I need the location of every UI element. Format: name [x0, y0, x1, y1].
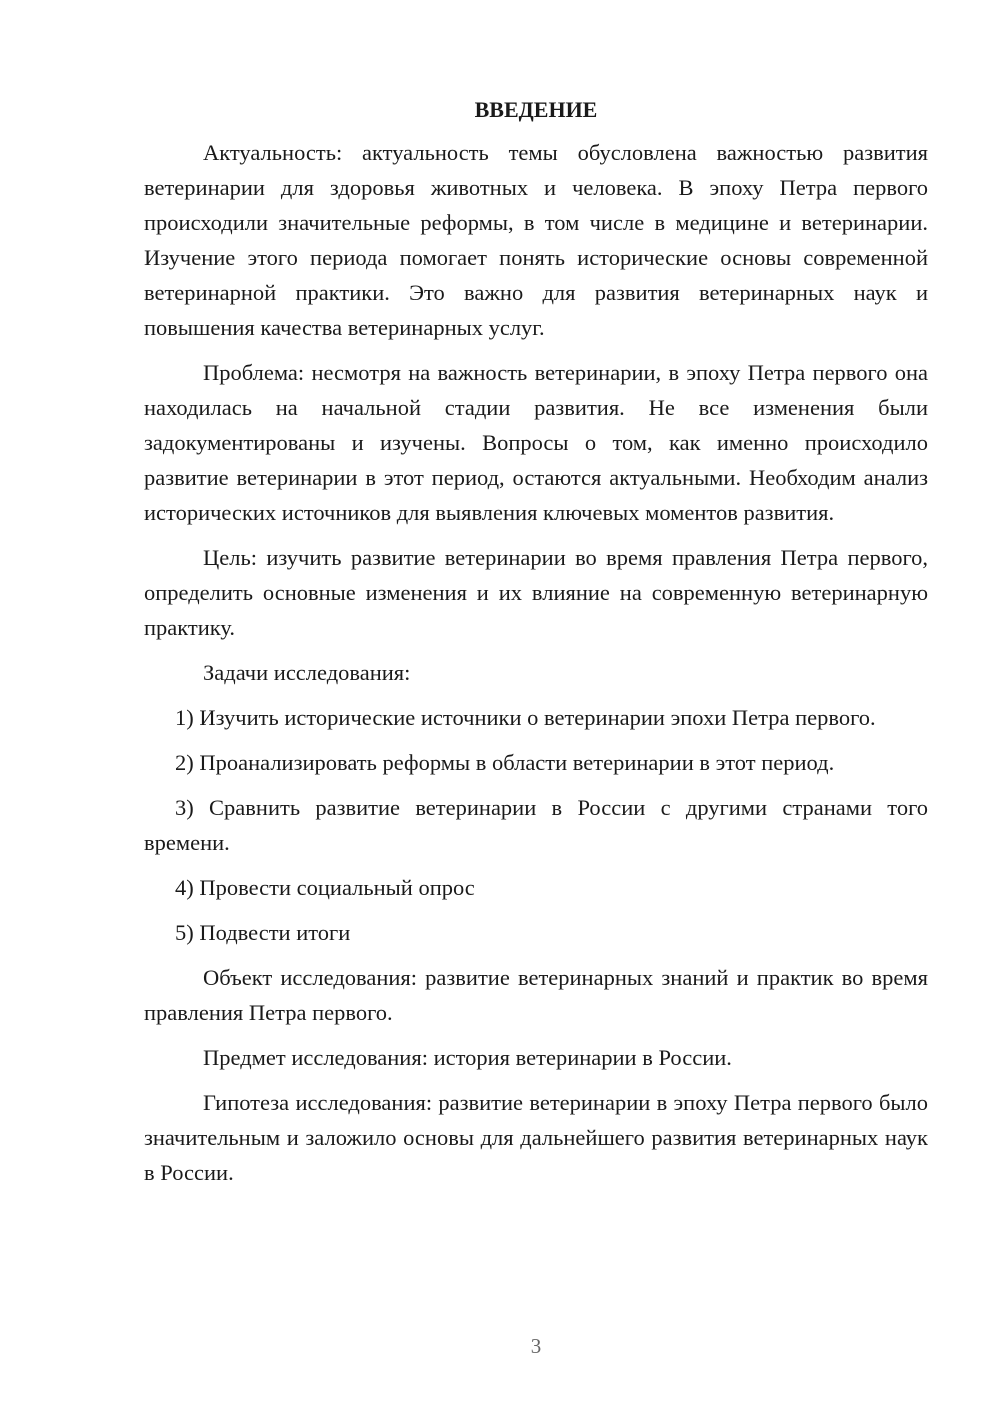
paragraph-subject: Предмет исследования: история ветеринарии в России. — [203, 1045, 732, 1070]
task-item-4: 4) Провести социальный опрос — [175, 875, 475, 900]
task-item-5: 5) Подвести итоги — [175, 920, 351, 945]
task-item-1: 1) Изучить исторические источники о ветеринарии эпохи Петра первого. — [175, 705, 876, 730]
section-heading: ВВЕДЕНИЕ — [474, 97, 598, 122]
paragraph-object: Объект исследования: развитие ветеринарных знаний и практик во время правления Петра первого. — [144, 965, 928, 1025]
paragraph-relevance: Актуальность: актуальность темы обусловлена важностью развития ветеринарии для здоровья животных и человека. В эпоху Петра первого происходили значительные реформы, в том числе в медицине и ветеринарии. Изучение этого периода помогает понять исторические основы современной ветеринарной практики. Это важно для развития ветеринарных наук и повышения качества ветеринарных услуг. — [144, 140, 928, 340]
paragraph-tasks-title: Задачи исследования: — [203, 660, 411, 685]
document-body — [144, 95, 928, 1200]
task-item-2: 2) Проанализировать реформы в области ветеринарии в этот период. — [175, 750, 835, 775]
paragraph-problem: Проблема: несмотря на важность ветеринарии, в эпоху Петра первого она находилась на начальной стадии развития. Не все изменения были задокументированы и изучены. Вопросы о том, как именно происходило развитие ветеринарии в этот период, остаются актуальными. Необходим анализ исторических источников для выявления ключевых моментов развития. — [144, 360, 928, 525]
task-item-3: 3) Сравнить развитие ветеринарии в России с другими странами того времени. — [144, 795, 928, 855]
page-number: 3 — [530, 1334, 542, 1358]
paragraph-hypothesis: Гипотеза исследования: развитие ветеринарии в эпоху Петра первого было значительным и заложило основы для дальнейшего развития ветеринарных наук в России. — [144, 1090, 928, 1185]
paragraph-goal: Цель: изучить развитие ветеринарии во время правления Петра первого, определить основные изменения и их влияние на современную ветеринарную практику. — [144, 545, 928, 640]
